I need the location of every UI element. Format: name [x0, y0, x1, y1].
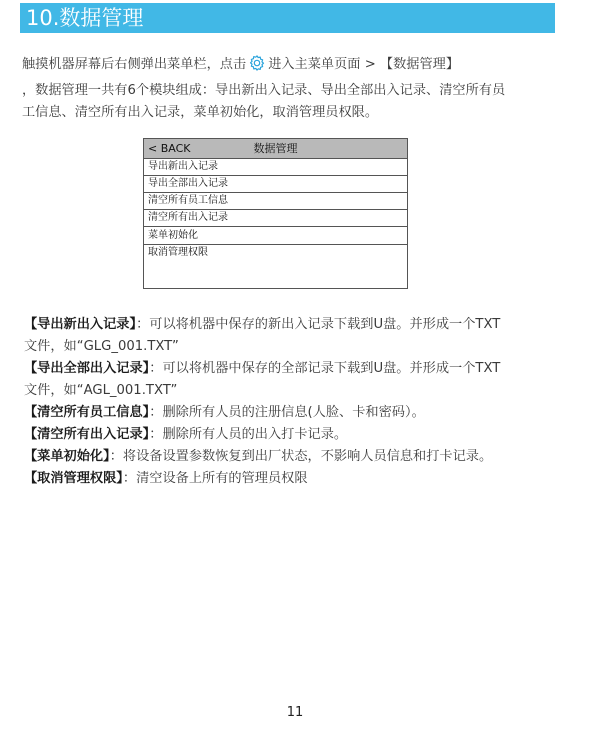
menu-titlebar [144, 139, 407, 159]
intro-paragraph [22, 54, 562, 124]
data-management-menu [143, 138, 408, 289]
menu-item-clear-all-staff[interactable]: 清空所有员工信息 [144, 193, 407, 210]
menu-item-export-new-records[interactable]: 导出新出入记录 [144, 159, 407, 176]
section-title: 10.数据管理 [26, 6, 144, 30]
page-number: 11 [286, 705, 304, 720]
menu-item-menu-reset[interactable]: 菜单初始化 [144, 227, 407, 245]
desc-export-new: 【导出新出入记录】：可以将机器中保存的新出入记录下载到U盘。并形成一个TXT [24, 317, 501, 332]
back-button[interactable]: < BACK [148, 142, 191, 155]
intro-line-1 [22, 54, 562, 80]
desc-export-all-cont: 文件，如“AGL_001.TXT” [24, 383, 178, 398]
desc-clear-staff: 【清空所有员工信息】：删除所有人员的注册信息(人脸、卡和密码）。 [24, 405, 425, 420]
intro-line-2: ，数据管理一共有6个模块组成：导出新出入记录、导出全部出入记录、清空所有员 [22, 83, 506, 98]
menu-item-clear-all-records[interactable]: 清空所有出入记录 [144, 210, 407, 227]
intro-text-before-icon: 触摸机器屏幕后右侧弹出菜单栏，点击 [22, 57, 247, 72]
module-descriptions [24, 314, 564, 490]
desc-export-all: 【导出全部出入记录】：可以将机器中保存的全部记录下载到U盘。并形成一个TXT [24, 361, 501, 376]
menu-item-export-all-records[interactable]: 导出全部出入记录 [144, 176, 407, 193]
desc-export-new-cont: 文件，如“GLG_001.TXT” [24, 339, 179, 354]
section-header [20, 3, 555, 33]
desc-clear-records: 【清空所有出入记录】：删除所有人员的出入打卡记录。 [24, 427, 348, 442]
menu-title: 数据管理 [253, 142, 298, 155]
intro-line-3: 工信息、清空所有出入记录，菜单初始化，取消管理员权限。 [22, 105, 379, 120]
menu-item-cancel-admin[interactable]: 取消管理权限 [148, 247, 208, 258]
gear-icon [248, 54, 266, 80]
desc-menu-reset: 【菜单初始化】：将设备设置参数恢复到出厂状态，不影响人员信息和打卡记录。 [24, 449, 493, 464]
intro-text-after-icon: 进入主菜单页面 > 【数据管理】 [268, 57, 460, 72]
desc-cancel-admin: 【取消管理权限】：清空设备上所有的管理员权限 [24, 471, 308, 486]
